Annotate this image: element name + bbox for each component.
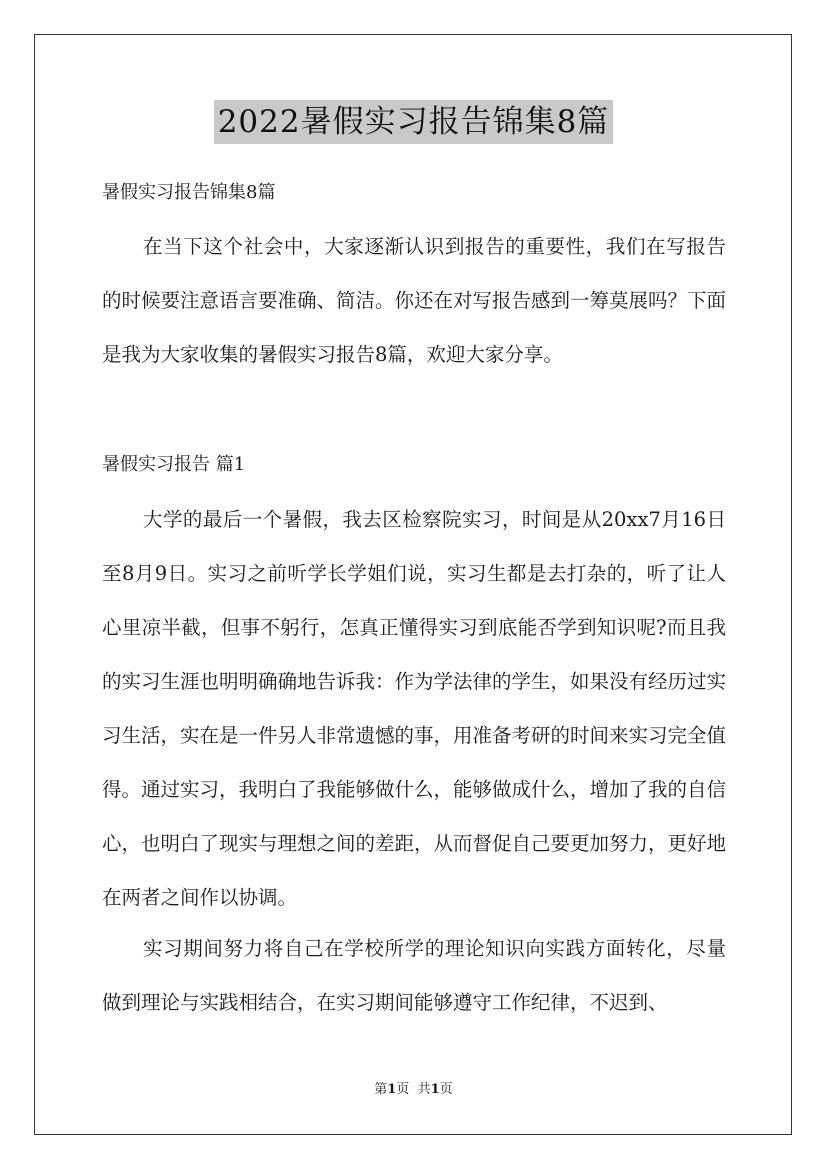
footer-total-pages: 1 — [430, 1082, 440, 1097]
footer-page-number: 1 — [387, 1082, 397, 1097]
intro-paragraph: 在当下这个社会中，大家逐渐认识到报告的重要性，我们在写报告的时候要注意语言要准确、简洁。你还在对写报告感到一筹莫展吗？下面是我为大家收集的暑假实习报告8篇，欢迎大家分享。 — [102, 235, 727, 366]
footer-page-suffix: 页 — [396, 1082, 410, 1097]
body-paragraph-1: 大学的最后一个暑假，我去区检察院实习，时间是从20xx7月16日至8月9日。实习之前听学长学姐们说，实习生都是去打杂的，听了让人心里凉半截，但事不躬行，怎真正懂得实习到底能否学到知识呢?而且我的实习生涯也明明确确地告诉我：作为学法律的学生，如果没有经历过实习生活，实在是一件另人非常遗憾的事，用准备考研的时间来实习完全值得。通过实习，我明白了我能够做什么，能够做成什么，增加了我的自信心，也明白了现实与理想之间的差距，从而督促自己要更加努力，更好地在两者之间作以协调。 — [102, 508, 727, 909]
section-heading: 暑假实习报告 篇1 — [102, 454, 246, 475]
title-container — [0, 100, 827, 144]
footer-page-prefix: 第 — [374, 1082, 388, 1097]
page-footer — [0, 1081, 827, 1099]
document-subtitle: 暑假实习报告锦集8篇 — [102, 182, 276, 203]
document-title: 2022暑假实习报告锦集8篇 — [214, 100, 614, 144]
footer-total-suffix: 页 — [439, 1082, 453, 1097]
body-paragraph-2: 实习期间努力将自己在学校所学的理论知识向实践方面转化，尽量做到理论与实践相结合，在实习期间能够遵守工作纪律，不迟到、 — [102, 937, 726, 1014]
footer-total-prefix: 共 — [417, 1082, 431, 1097]
